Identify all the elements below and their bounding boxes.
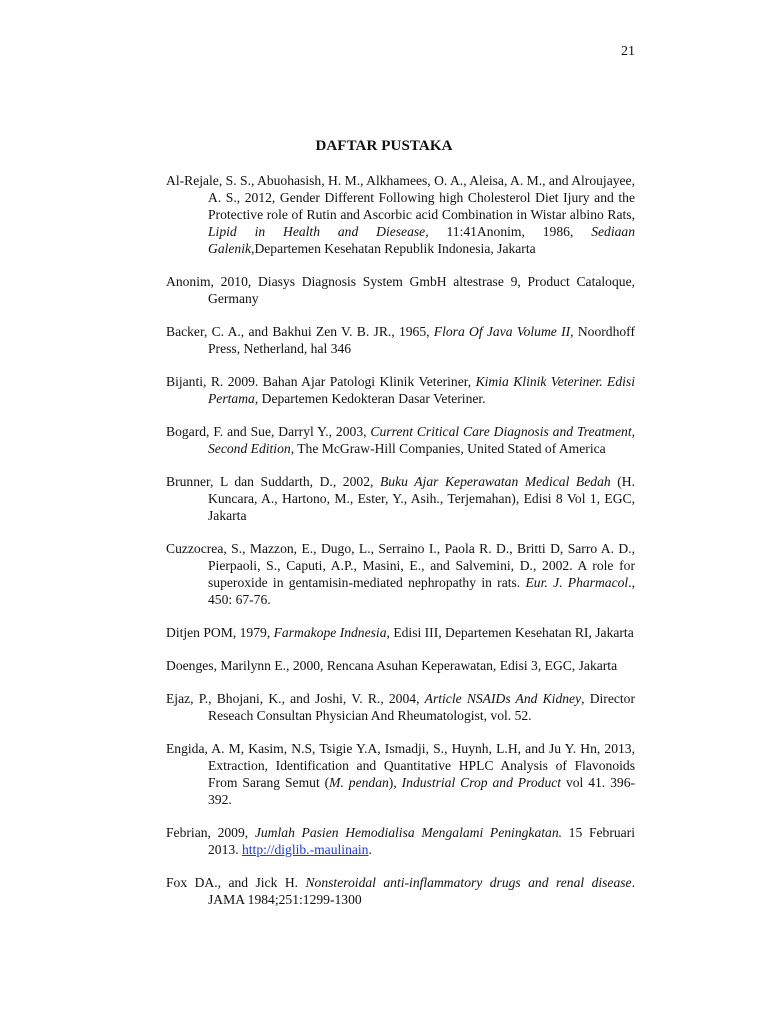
reference-text: ., 450: 67-76. — [208, 575, 635, 607]
reference-text: , Edisi III, Departemen Kesehatan RI, Jakarta — [386, 625, 634, 640]
reference-entry — [166, 423, 635, 457]
reference-list — [166, 172, 635, 924]
reference-entry — [166, 273, 635, 307]
reference-title-italic: Flora Of Java Volume II, — [433, 324, 574, 339]
reference-text: Backer, C. A., and Bakhui Zen V. B. JR., 1965, — [166, 324, 434, 339]
reference-entry — [166, 540, 635, 608]
reference-title-italic: Industrial Crop and Product — [401, 775, 562, 790]
reference-entry — [166, 373, 635, 407]
reference-text: 11:41Anonim, 1986, — [428, 224, 592, 239]
reference-text: 15 Februari 2013. — [208, 825, 635, 857]
reference-title-italic: Article NSAIDs And Kidney — [424, 691, 582, 706]
reference-link[interactable]: http://diglib.-maulinain — [241, 842, 369, 857]
reference-title-italic: Jumlah Pasien Hemodialisa Mengalami Peningkatan. — [254, 825, 563, 840]
page-number: 21 — [621, 44, 635, 59]
reference-text: Brunner, L dan Suddarth, D., 2002, — [166, 474, 380, 489]
reference-text: Febrian, 2009, — [166, 825, 255, 840]
reference-text: Al-Rejale, S. S., Abuohasish, H. M., Alkhamees, O. A., Aleisa, A. M., and Alroujayee, A. S., 2012, Gender Different Following high Cholesterol Diet Ijury and the Protective role of Rutin and Ascorbic acid Combination in Wistar albino Rats, — [166, 173, 635, 222]
reference-text: Bogard, F. and Sue, Darryl Y., 2003, — [166, 424, 371, 439]
reference-text: . — [368, 842, 372, 857]
reference-text: Fox DA., and Jick H. — [166, 875, 306, 890]
reference-text: vol 41. 396-392. — [208, 775, 636, 807]
reference-entry — [166, 874, 635, 908]
reference-entry — [166, 657, 635, 674]
reference-title-italic: M. pendan — [329, 775, 389, 790]
reference-entry — [166, 824, 635, 858]
reference-title-italic: Nonsteroidal anti-inflammatory drugs and renal disease — [305, 875, 632, 890]
reference-title-italic: Sediaan Galenik, — [208, 224, 636, 256]
reference-text: . JAMA 1984;251:1299-1300 — [208, 875, 635, 907]
reference-entry — [166, 323, 635, 357]
reference-text: Bijanti, R. 2009. Bahan Ajar Patologi Klinik Veteriner, — [166, 374, 476, 389]
reference-text: Doenges, Marilynn E., 2000, Rencana Asuhan Keperawatan, Edisi 3, EGC, Jakarta — [166, 658, 618, 673]
reference-text: Cuzzocrea, S., Mazzon, E., Dugo, L., Serraino I., Paola R. D., Britti D, Sarro A. D., Pierpaoli, S., Caputi, A.P., Masini, E., and Salvemini, D., 2002. A role for superoxide in gentamisin-mediated nephropathy in rats. — [166, 541, 635, 590]
reference-entry — [166, 473, 635, 524]
reference-entry — [166, 172, 635, 257]
reference-text: , Departemen Kedokteran Dasar Veteriner. — [254, 391, 486, 406]
reference-text: Departemen Kesehatan Republik Indonesia, Jakarta — [254, 241, 536, 256]
reference-text: Ditjen POM, 1979, — [166, 625, 274, 640]
reference-title-italic: Farmakope Indnesia — [273, 625, 387, 640]
reference-text: Anonim, 2010, Diasys Diagnosis System GmbH altestrase 9, Product Cataloque, Germany — [166, 274, 635, 306]
reference-text: Ejaz, P., Bhojani, K., and Joshi, V. R., 2004, — [166, 691, 425, 706]
reference-entry — [166, 740, 635, 808]
reference-title-italic: Kimia Klinik Veteriner. Edisi Pertama — [208, 374, 635, 406]
reference-text: , The McGraw-Hill Companies, United Stated of America — [290, 441, 606, 456]
reference-entry — [166, 690, 635, 724]
reference-title-italic: Current Critical Care Diagnosis and Treatment, Second Edition — [208, 424, 635, 456]
reference-text: Engida, A. M, Kasim, N.S, Tsigie Y.A, Ismadji, S., Huynh, L.H, and Ju Y. Hn, 2013, Extraction, Identification and Quantitative HPLC Analysis of Flavonoids From Sarang Semut ( — [166, 741, 635, 790]
page-title: DAFTAR PUSTAKA — [315, 138, 453, 154]
reference-text: Noordhoff Press, Netherland, hal 346 — [208, 324, 635, 356]
reference-text: , Director Reseach Consultan Physician And Rheumatologist, vol. 52. — [208, 691, 635, 723]
reference-title-italic: Buku Ajar Keperawatan Medical Bedah — [379, 474, 611, 489]
reference-text: (H. Kuncara, A., Hartono, M., Ester, Y., Asih., Terjemahan), Edisi 8 Vol 1, EGC, Jakarta — [208, 474, 635, 523]
reference-title-italic: Lipid in Health and Diesease, — [208, 224, 429, 239]
reference-title-italic: Eur. J. Pharmacol — [525, 575, 629, 590]
reference-text: ), — [388, 775, 402, 790]
reference-entry — [166, 624, 635, 641]
